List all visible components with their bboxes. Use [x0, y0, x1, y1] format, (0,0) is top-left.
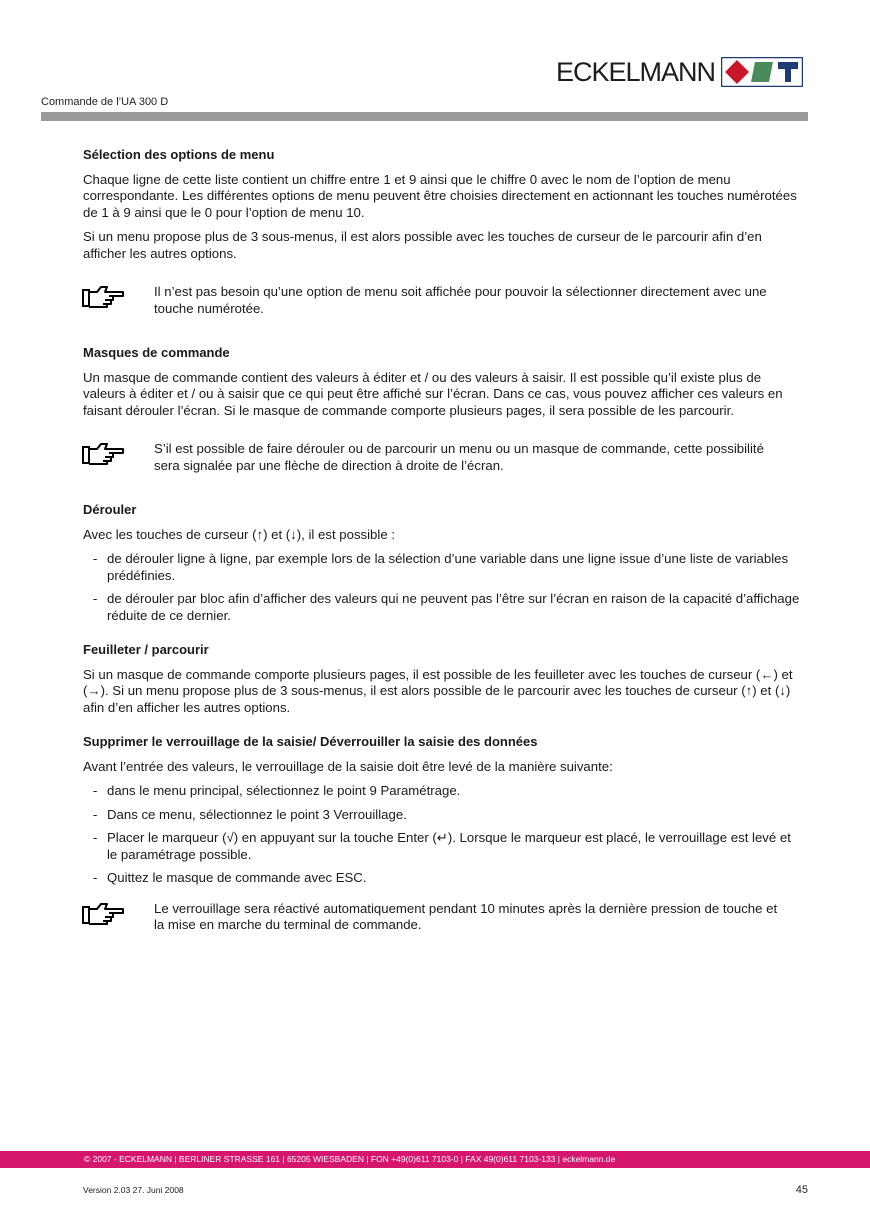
document-subtitle: Commande de l’UA 300 D: [41, 96, 169, 108]
note-text: Le verrouillage sera réactivé automatiquement pendant 10 minutes après la dernière pression de touche et la mise en marche du terminal de commande.: [154, 900, 778, 932]
heading-feuilleter: Feuilleter / parcourir: [83, 642, 209, 657]
logo-text: ECKELMANN: [556, 56, 716, 87]
paragraph-verrouillage-1: Avant l’entrée des valeurs, le verrouillage de la saisie doit être levé de la manière suivante:: [83, 758, 613, 774]
page-content: [83, 147, 803, 934]
list-item: - de dérouler ligne à ligne, par exemple lors de la sélection d’une variable dans une ligne issue d’une liste de variables prédéfinies.: [83, 551, 803, 584]
footer-copyright: © 2007 - ECKELMANN | BERLINER STRASSE 161 | 65205 WIESBADEN | FON +49(0)611 7103-0 | FAX 49(0)611 7103-133 | eckelmann.de: [84, 1154, 616, 1164]
note-selection: [83, 284, 803, 317]
page-number: 45: [795, 1184, 808, 1196]
list-verrouillage: [83, 783, 803, 887]
document-version: Version 2.03 27. Juni 2008: [83, 1185, 184, 1195]
heading-verrouillage: Supprimer le verrouillage de la saisie/ Déverrouiller la saisie des données: [83, 734, 538, 749]
list-item: - Placer le marqueur (√) en appuyant sur la touche Enter (↵). Lorsque le marqueur est placé, le verrouillage est levé et le paramétrage possible.: [83, 830, 803, 863]
header-rule: [41, 112, 808, 121]
note-text: S’il est possible de faire dérouler ou de parcourir un menu ou un masque de commande, cette possibilité sera signalée par une flèche de direction à droite de l’écran.: [154, 441, 764, 473]
list-item: - Dans ce menu, sélectionnez le point 3 Verrouillage.: [83, 807, 803, 824]
paragraph-derouler-1: Avec les touches de curseur (↑) et (↓), il est possible :: [83, 526, 395, 542]
pointing-hand-icon: [81, 901, 129, 934]
heading-selection: Sélection des options de menu: [83, 147, 275, 162]
note-verrouillage: [83, 901, 803, 934]
pointing-hand-icon: [81, 441, 129, 474]
note-text: Il n’est pas besoin qu’une option de menu soit affichée pour pouvoir la sélectionner directement avec une touche numérotée.: [154, 284, 767, 316]
list-item: - de dérouler par bloc afin d’afficher des valeurs qui ne peuvent pas l’être sur l’écran en raison de la capacité d’affichage réduite de ce dernier.: [83, 591, 803, 624]
paragraph-masques-1: Un masque de commande contient des valeurs à éditer et / ou des valeurs à saisir. Il est possible qu’il existe plus de valeurs à éditer et / ou à saisir que ce qui peut être affiché sur l’écran. Dans ce cas, vous pouvez afficher ces valeurs en faisant dérouler l’écran. Si le masque de commande comporte plusieurs pages, il sera possible de les parcourir.: [83, 369, 783, 418]
logo-mark-icon: [721, 57, 803, 87]
heading-masques: Masques de commande: [83, 345, 230, 360]
paragraph-selection-1: Chaque ligne de cette liste contient un chiffre entre 1 et 9 ainsi que le chiffre 0 avec le nom de l’option de menu correspondante. Les différentes options de menu peuvent être choisies directement en actionnant les touches numérotées de 1 à 9 ainsi que le 0 pour l’option de menu 10.: [83, 171, 797, 220]
eckelmann-logo: [556, 57, 803, 87]
paragraph-feuilleter-1: Si un masque de commande comporte plusieurs pages, il est possible de les feuilleter avec les touches de curseur (←) et (→). Si un menu propose plus de 3 sous-menus, il est alors possible de le parcourir avec les touches de curseur (↑) et (↓) afin d’en afficher les autres options.: [83, 666, 793, 715]
pointing-hand-icon: [81, 284, 129, 317]
note-masques: [83, 441, 803, 474]
heading-derouler: Dérouler: [83, 502, 137, 517]
list-item: - dans le menu principal, sélectionnez le point 9 Paramétrage.: [83, 783, 803, 800]
list-item: - Quittez le masque de commande avec ESC.: [83, 870, 803, 887]
list-derouler: [83, 551, 803, 624]
paragraph-selection-2: Si un menu propose plus de 3 sous-menus, il est alors possible avec les touches de curseur de le parcourir afin d’en afficher les autres options.: [83, 229, 762, 261]
